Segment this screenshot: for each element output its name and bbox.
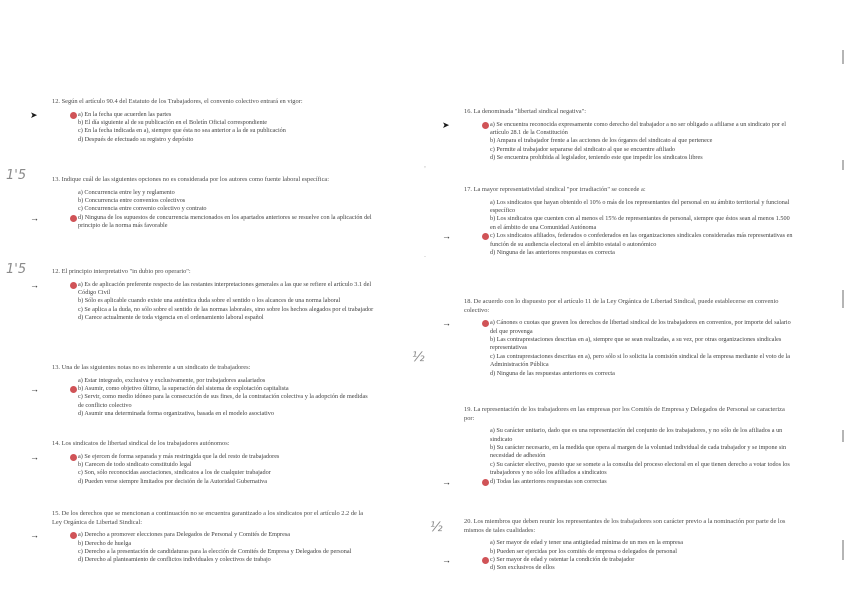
question-stem: 18. De acuerdo con lo dispuesto por el artículo 11 de la Ley Orgánica de Libertad Sindical, puede establecerse en convenio colectivo: xyxy=(464,298,779,314)
arrow-marker-icon: → xyxy=(442,555,451,565)
answer-option: a) Concurrencia entre ley y reglamento xyxy=(78,188,175,196)
answer-option: d) Ninguna de las anteriores respuestas es correcta xyxy=(490,249,615,257)
answer-option: → a) Es de aplicación preferente respecto de las restantes interpretaciones generales a las que se refiere el artículo 3.1 del Código Civil xyxy=(52,281,374,298)
answer-option: d) Derecho al planteamiento de conflictos individuales y colectivos de trabajo xyxy=(78,556,271,564)
question-block xyxy=(442,298,794,378)
question-stem: 19. La representación de los trabajadores en las empresas por los Comités de Empresa y Delegados de Personal se caracteriza por: xyxy=(464,406,785,422)
answer-option: → c) Ser mayor de edad y ostentar la condición de trabajador xyxy=(464,556,794,564)
answer-option: a) Ser mayor de edad y tener una antigüedad mínima de un mes en la empresa xyxy=(490,539,683,547)
answer-option: a) Su carácter unitario, dado que es una representación del conjunto de los trabajadores, y no sólo de los afiliados a un sindicato xyxy=(490,427,783,443)
answer-option: c) Se aplica a la duda, no sólo sobre el sentido de las normas laborales, sino sobre los hechos alegados por el trabajador xyxy=(78,305,374,313)
answer-option: c) Servir, como medio idóneo para la consecución de sus fines, de la contratación colectiva y la adopción de medidas de conflicto colectivo xyxy=(78,393,368,409)
answer-option: b) Derecho de huelga xyxy=(78,539,132,547)
arrow-marker-icon: → xyxy=(442,231,451,242)
scan-mark: , xyxy=(424,160,426,169)
question-block xyxy=(30,98,374,144)
answer-option: → d) Todas las anteriores respuestas son correctas xyxy=(464,478,794,486)
question-stem: 12. El principio interpretativo "in dubio pro operario": xyxy=(52,268,191,275)
arrow-marker-icon: → xyxy=(30,279,39,290)
question-stem: 13. Una de las siguientes notas no es inherente a un sindicato de trabajadores: xyxy=(52,364,251,371)
answer-option: c) Su carácter electivo, puesto que se somete a la consulta del proceso electoral en el que tienen derecho a votar todos los trabajadores y no sólo los afiliados a sindicatos xyxy=(490,460,790,477)
answer-option: c) Derecho a la presentación de candidaturas para la elección de Comités de Empresa y Delegados de personal xyxy=(78,548,352,555)
answer-option: → a) Cánones o cuotas que graven los derechos de libertad sindical de los trabajadores en convenios, por importe del salario del que provenga xyxy=(464,319,794,336)
question-stem: 16. La denominada "libertad sindical negativa": xyxy=(464,108,586,115)
answer-option: → d) Ninguna de los supuestos de concurrencia mencionados en los apartados anteriores se resuelve con la aplicación del principio de la norma más favorable xyxy=(52,214,374,231)
answer-option: b) Los sindicatos que cuenten con al menos el 15% de representantes de personal, siempre que éstos sean al menos 1.500 en el ámbito de una Comunidad Autónoma xyxy=(490,215,790,231)
arrow-marker-icon: ➤ xyxy=(30,109,38,120)
arrow-marker-icon: → xyxy=(442,318,451,329)
answer-option: b) Concurrencia entre convenios colectivos xyxy=(78,197,186,204)
question-block xyxy=(30,510,374,565)
arrow-marker-icon: → xyxy=(442,476,451,487)
arrow-marker-icon: → xyxy=(30,384,39,394)
question-block xyxy=(442,186,794,257)
arrow-marker-icon: → xyxy=(30,530,39,541)
answer-option: c) Permite al trabajador separarse del sindicato al que se encuentre afiliado xyxy=(490,145,676,153)
question-block xyxy=(442,518,794,573)
answer-option: b) Pueden ser ejercidas por los comités de empresa o delegados de personal xyxy=(490,547,677,555)
answer-option: c) Concurrencia entre convenio colectivo y contrato xyxy=(78,205,207,213)
answer-option: ➤ a) En la fecha que acuerden las partes xyxy=(52,111,374,119)
question-stem: 17. La mayor representatividad sindical "por irradiación" se concede a: xyxy=(464,186,646,193)
answer-option: d) Ninguna de las respuestas anteriores es correcta xyxy=(490,369,615,377)
answer-option: → a) Derecho a promover elecciones para Delegados de Personal y Comités de Empresa xyxy=(52,531,374,539)
question-block xyxy=(442,108,794,163)
margin-note: ½ xyxy=(430,520,443,535)
answer-option: → c) Los sindicatos afiliados, federados o confederados en las organizaciones sindicales consideradas más representativas en función de su audiencia electoral en el ámbito estatal o autonómico xyxy=(442,231,793,248)
answer-option: a) Estar integrado, exclusiva y exclusivamente, por trabajadores asalariados xyxy=(78,376,266,384)
question-stem: 12. Según el artículo 90.4 del Estatuto de los Trabajadores, el convenio colectivo entrará en vigor: xyxy=(52,98,303,105)
answer-option: b) El día siguiente al de su publicación en el Boletín Oficial correspondiente xyxy=(78,119,268,126)
answer-option: c) Las contraprestaciones descritas en a), pero sólo si lo solicita la comisión sindical de la empresa mediante el voto de la Administración Pública xyxy=(490,352,790,369)
margin-note: ½ xyxy=(412,350,425,365)
scan-edge-artifacts xyxy=(824,40,844,600)
question-block xyxy=(30,268,374,323)
arrow-marker-icon: ➤ xyxy=(442,119,450,130)
answer-option: b) Ampara el trabajador frente a las acciones de los órganos del sindicato al que pertenece xyxy=(490,137,713,145)
question-block xyxy=(30,364,374,419)
question-stem: 14. Los sindicatos de libertad sindical de los trabajadores autónomos: xyxy=(52,440,230,447)
question-stem: 20. Los miembros que deben reunir los representantes de los trabajadores son carácter previo a la nominación por parte de los mismos de tales cualidades: xyxy=(464,518,786,534)
answer-option: d) Son exclusivos de ellos xyxy=(490,564,555,572)
answer-option: d) Pueden verse siempre limitados por decisión de la Autoridad Gubernativa xyxy=(78,477,268,485)
question-stem: 15. De los derechos que se mencionan a continuación no se encuentra garantizado a los sindicatos por el artículo 2.2 de la Ley Orgánica de Libertad Sindical: xyxy=(52,510,364,526)
answer-option: b) Sólo es aplicable cuando existe una auténtica duda sobre el sentido o los alcances de una norma laboral xyxy=(78,297,341,305)
margin-note: 1'5 xyxy=(6,262,27,277)
answer-option: → a) Se ejercen de forma separada y más restringida que la del resto de trabajadores xyxy=(52,453,374,461)
answer-option: d) Después de efectuado su registro y depósito xyxy=(78,135,194,143)
answer-option: c) Son, sólo reconocidas asociaciones, sindicatos a los de cualquier trabajador xyxy=(78,469,271,477)
answer-option: c) En la fecha indicada en a), siempre que ésta no sea anterior a la de su publicación xyxy=(78,127,286,135)
arrow-marker-icon: → xyxy=(30,451,39,462)
question-block xyxy=(30,176,374,231)
answer-option: → b) Asumir, como objetivo último, la superación del sistema de explotación capitalista xyxy=(52,385,374,393)
margin-note: 1'5 xyxy=(6,168,27,183)
answer-option: d) Carece actualmente de toda vigencia en el ordenamiento laboral español xyxy=(78,314,264,322)
question-block xyxy=(30,440,374,486)
answer-option: a) Los sindicatos que hayan obtenido el 10% o más de los representantes del personal en su ámbito territorial y funcional específico xyxy=(490,198,790,214)
answer-option: b) Carecen de todo sindicato constituido legal xyxy=(78,461,192,468)
answer-option: d) Asumir una determinada forma organizativa, basada en el modelo asociativo xyxy=(78,410,274,418)
arrow-marker-icon: → xyxy=(30,212,39,223)
answer-option: d) Se encuentra prohibida al legislador, teniendo este que impedir los sindicatos libres xyxy=(490,154,703,162)
scan-mark: . xyxy=(424,250,426,259)
answer-option: b) Su carácter necesario, en la medida que opera al margen de la voluntad individual de cada trabajador y se impone sin necesidad de adhesión xyxy=(490,444,787,460)
question-stem: 13. Indique cuál de las siguientes opciones no es considerada por los autores como fuente laboral específica: xyxy=(52,176,330,183)
answer-option: ➤ a) Se encuentra reconocida expresamente como derecho del trabajador a no ser obligado a afiliarse a un sindicato por el artículo 28.1 de la Constitución xyxy=(464,121,794,138)
answer-option: b) Las contraprestaciones descritas en a), siempre que se sean realizadas, a su vez, por otras organizaciones sindicales representativas xyxy=(490,336,782,352)
question-block xyxy=(442,406,794,487)
